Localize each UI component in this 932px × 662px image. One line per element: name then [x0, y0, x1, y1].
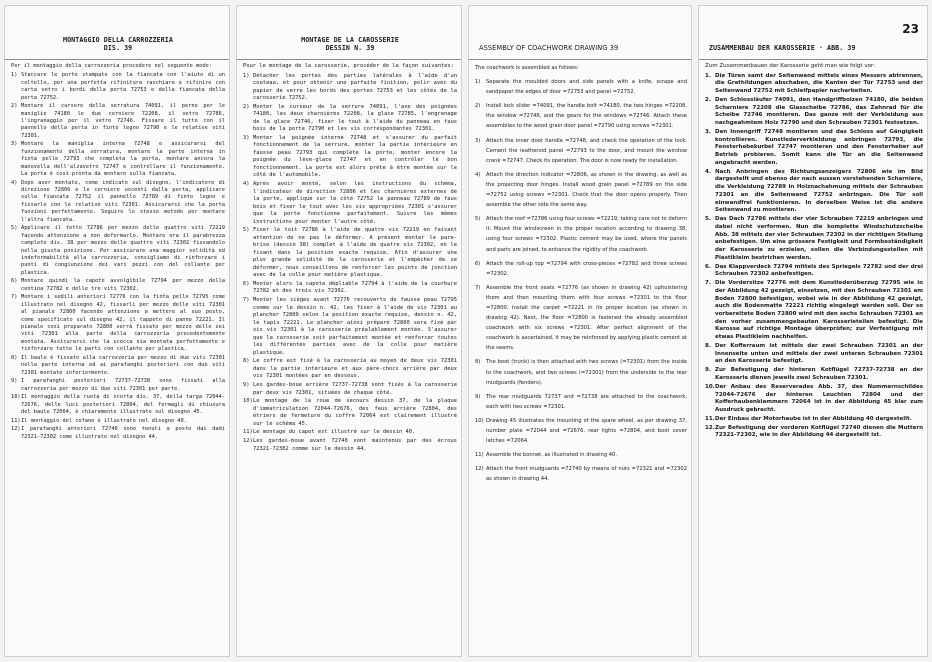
step-number: 10)	[243, 398, 253, 405]
italian-title	[11, 36, 225, 52]
step-text: The boot (trunk) is then attached with two screws (=72301) from the inside to the coachwork, and two screws (=72301) from the underside to the rear mudguards (fenders).	[486, 359, 687, 386]
step-text: I parafanghi anteriori 72740 sono tenuti a posto dai dadi 72321-72302 come illustrato nel disegno 44.	[21, 426, 225, 440]
step-text: Monter alors la capote dépliable 72794 à l'aide de la courbure 72782 et des trois vis 72302.	[253, 280, 457, 295]
step-number: 6)	[11, 278, 18, 285]
step-item	[705, 264, 923, 279]
step-number: 4)	[243, 181, 250, 188]
step-item	[705, 425, 923, 440]
step-number: 12)	[475, 466, 484, 473]
page-number: 23	[902, 22, 919, 36]
step-item	[243, 104, 457, 134]
step-number: 2)	[475, 103, 481, 110]
step-item	[11, 426, 225, 441]
step-number: 5.	[705, 216, 711, 223]
step-item	[475, 136, 687, 166]
step-item	[243, 297, 457, 357]
step-number: 10)	[475, 417, 484, 424]
step-item	[475, 214, 687, 254]
step-number: 7)	[243, 297, 250, 304]
german-title: ZUSAMMENBAU DER KAROSSERIE · ABB. 39	[709, 44, 856, 52]
english-column	[468, 5, 692, 657]
french-title-line2: DESSIN N. 39	[325, 44, 375, 52]
step-item	[705, 216, 923, 262]
step-item	[705, 384, 923, 415]
step-number: 3)	[243, 134, 250, 141]
step-text: Der Anbau des Reserverades Abb. 37, des Nummernschildes 72044-72676 der hinteren Leuchten 72804 und der Kofferhaubenklammern 72064 ist in der Abbildung 45 klar zum Ausdruck gebracht.	[715, 383, 923, 413]
step-text: Monter le curseur de la serrure 74091, l'axe des poignées 74180, les deux charnières 72208, la glace 72785, l'engrenage de la glace 72746, fixer le tout à l'aide du panneau en faux bois de la porte 72790 et les vis correspondantes 72301.	[253, 103, 457, 133]
step-item	[705, 280, 923, 342]
step-number: 5)	[475, 216, 481, 223]
step-text: Attach the direction indicator =72806, as shown in the drawing, as well as the projecting door hinges. Install wood grain panel =72789 on the side =72752 using screws =72301. Check that the door opens properly. Then assemble the other side the same way.	[486, 171, 687, 209]
step-number: 4)	[475, 171, 481, 178]
step-text: Die Türen samt der Seitenwand mittels eines Messers abtrennen, die Grathildungen abschaben, die Kanten der Tür 72753 und der Seitenwand 72752 mit Schleifpapier nacharbeiten.	[715, 72, 923, 95]
step-number: 9)	[475, 393, 481, 400]
step-number: 3.	[705, 129, 711, 135]
french-steps	[243, 73, 457, 454]
french-column	[236, 5, 462, 657]
step-text: Montare quindi la capote avvolgibile 72794 per mezzo della centina 72782 e delle tre viti 72302.	[21, 278, 225, 292]
step-text: Den Schlossläufer 74091, den Handgriffbolzen 74180, die beiden Scharniere 72208 die Glasscheibe 72786, das Zahnrad für die Scheibe 72746 montieren. Das ganze mit der Verkleidung aus nachgeahmtem Holz 72790 und den Schrauben 72301 festsetzen.	[715, 97, 923, 127]
step-number: 7.	[705, 280, 711, 287]
step-number: 8)	[475, 359, 481, 366]
step-number: 4)	[11, 179, 18, 186]
step-text: Staccare le porte stampate con la fiancata con l'aiuto di un coltello, per una perfetta rifinitura raschiare e rifinire con carta vetro i bordi della porta 72753 e della fiancata della porta 72752.	[21, 72, 225, 101]
step-number: 7)	[475, 284, 481, 291]
step-text: Attach the roll-up top =72794 with cross-pieces =72782 and three screws =72302.	[486, 260, 687, 277]
step-item	[705, 169, 923, 215]
step-item	[11, 394, 225, 416]
step-number: 6.	[705, 263, 711, 270]
german-header	[699, 6, 927, 60]
step-item	[243, 281, 457, 296]
step-text: Attach the front mudguards =72740 by means of nuts =72321 and =72302 as shown in drawing 44.	[486, 466, 687, 483]
german-intro: Zum Zusammenbauen der Karosserie geht man wie folgt vor:	[705, 63, 875, 69]
step-number: 12)	[243, 438, 253, 445]
step-text: Install lock slider =74091, the handle bolt =74180, the two hinges =72208, the window =72746, and the gears for the windows =72746. Attach these assemblies to the wood grain door panel =72790 using screws =72301.	[486, 103, 687, 130]
english-header	[469, 6, 691, 60]
step-number: 2)	[11, 103, 18, 110]
step-text: Les gardes-boue arrière 72737-72738 sont fixés à la carosserie par deux vis 72301, situées de chaque côté.	[253, 382, 457, 396]
step-number: 5)	[11, 225, 18, 232]
step-item	[475, 416, 687, 446]
step-item	[243, 429, 457, 437]
step-number: 11.	[705, 415, 715, 422]
step-number: 7)	[11, 294, 18, 301]
step-item	[243, 398, 457, 428]
step-text: Nach Anbringen des Richtungsanzeigers 72806 wie im Bild dargestellt und ebenso der nach aussen vorstehenden Scharniere, die Verkleidung 72789 in Holznachahmung mittels der Schrauben 72301 an die Seitenwand 72752 anbringen. Die Tür soll einwandfrei funktionieren. In derselben Weise ist die andere Seitenwand zu montieren.	[715, 168, 923, 214]
step-item	[11, 378, 225, 393]
step-text: Il montaggio del cofano è illustrato nel disegno 40.	[21, 417, 187, 424]
step-text: Applicare il tetto 72786 per mezzo delle quattro viti 72219 facendo attenzione a non deformarlo. Montare ora il parabrezza completo dis. 38 per mezzo delle quattro viti 72302 fissandolo nella giusta posizione. Per assicurare una maggior solidità ed indeformabilità alla carrozzeria, consigliamo di rinforzare i punti di congiunzione dei vari pezzi con del collante per plastica.	[21, 225, 225, 276]
step-number: 11)	[243, 429, 253, 436]
step-number: 8.	[705, 342, 711, 349]
step-text: Attach the roof =72786 using four screws =72219, taking care not to deform it. Mount the windscreen in the proper location according to drawing 38, using four screws =72302. Plastic cement may be used, where the panels and parts are joined, to enhance the rigidity of the coachwork.	[486, 216, 687, 253]
step-text: Détacher les portes des parties latérales à l'aide d'un couteau, et pour obtenir une parfaite finition, polir avec du papier de verre les bords des portes 72753 et les côtés de la carosserie 72752.	[253, 72, 457, 101]
step-text: Assemble the front seats =72776 (as shown in drawing 42) upholstering them and then mounting them with four screws =72301 to the floor =72800. Install the carpet =72221 in its proper location (as shown in drawing 42). Next, the floor =72800 is fastened the already assembled coachwork with six screws =72301. After perfect alignment of the coachwork is ascertained, it may be reinforced by applying plastic cement at the seams.	[486, 284, 687, 352]
step-text: Il baule è fissato alla carrozzeria per mezzo di due viti 72301 nella parte interna ed ai parafanghi posteriori con due viti 72301 montate inferiormente.	[21, 354, 225, 376]
step-number: 1)	[11, 72, 18, 79]
step-text: Le coffre est fixé à la carosserie au moyen de deux vis 72301 dans la partie intérieure et aux pare-chocs arrière par deux vis 72301 montées par en dessous.	[253, 358, 457, 380]
step-item	[705, 129, 923, 168]
step-text: Den Innengriff 72748 montieren und das Schloss auf Gängigkeit kontrollieren. Kunstlederverkleidung anbringen 72793, die Fensterhebekurbel 72747 montieren und den Fensterheber auf Betrieb probieren. Somit kann die Tür an die Seitenwand angebracht werden.	[715, 129, 923, 166]
step-text: Montare il cursore della serratura 74091, il perno per le maniglie 74180 le due cerniere 72208, il vetro 72786, l'ingranaggio per il vetro 72746. Fissare il tutto con il pannello della porta in finto legno 72790 e le relative viti 72301.	[21, 103, 225, 139]
step-text: Das Dach 72786 mittels der vier Schrauben 72219 anbringen und dabei nicht verformen. Nun die komplette Windschutzscheibe Abb. 38 mittels der vier Schrauben 72302 in der richtigen Stellung anbefestigen. Um eine grössere Festigkeit und Formbeständigkeit der Karosserie zu erzielen, sollen die Verbindungsstellen mit Plastikleim bestrichen werden.	[715, 216, 923, 261]
step-item	[243, 382, 457, 397]
step-number: 4.	[705, 168, 711, 175]
step-item	[705, 343, 923, 366]
step-text: Le montage de la roue de secours dessin 37, de la plaque d'immatriculation 72044-72676, des feux arrière 72804, des étriers de fermeture du coffre 72064 est clairement illustré sur le schéma 45.	[253, 398, 457, 427]
step-text: Il montaggio della ruota di scorta dis. 37, della targa 72044-72676, delle luci posteriori 72804, del fermagli di chiusura del baule 72064, è chiaramente illustrato sul disegno 45.	[21, 394, 225, 415]
step-number: 3)	[11, 141, 18, 148]
step-number: 12.	[705, 424, 715, 431]
step-number: 1)	[475, 79, 481, 86]
step-number: 10.	[705, 383, 715, 390]
step-number: 8)	[11, 354, 18, 361]
step-text: Der Kofferraum ist mittels der zwei Schrauben 72301 an der Innenseite unten und mittels der zwei unteren Schrauben 72301 an den Karosserie befestigt.	[715, 342, 923, 365]
step-number: 5)	[243, 227, 250, 234]
english-title: ASSEMBLY OF COACHWORK DRAWING 39	[479, 44, 619, 52]
step-text: I parafanghi posteriori 72737-72738 sono fissati alla carrozzeria per mezzo di due viti 72301 per parte.	[21, 378, 225, 392]
step-number: 6)	[243, 280, 250, 287]
step-item	[243, 227, 457, 280]
step-item	[11, 72, 225, 102]
step-item	[475, 283, 687, 354]
french-intro: Pour le montage de la carosserie, procéder de la façon suivantes:	[243, 63, 454, 69]
french-title	[243, 36, 457, 52]
step-number: 12)	[11, 426, 21, 433]
step-item	[243, 358, 457, 381]
step-item	[11, 103, 225, 140]
french-title-line1: MONTAGE DE LA CAROSSERIE	[301, 36, 399, 44]
step-number: 9)	[11, 378, 18, 385]
step-item	[475, 77, 687, 97]
step-item	[705, 367, 923, 382]
step-number: 11)	[11, 417, 21, 424]
step-text: Monter les sièges avant 72776 recouverts de fausse peau 72795 comme sur le dessin n. 42, les fixer à l'aide de vis 72301 au plancher 72800 selon la position exacte requise, dessin n. 42, le tapis 72221. Le plancher ainsi préparé 72800 sera fixé par six vis 72301 à la carosserie préalablement montée. S'assurer que la carosserie soit parfaitement montée et renforcer toutes les différentes parties avec de la colle pour matière plastique.	[253, 297, 457, 356]
step-text: Montare i sedili anteriori 72776 con la finta pelle 72795 come illustrato nel disegno 42, fissarli per mezzo delle viti 72301 al pianale 72800 facendo attenzione a mettere al suo posto, come specificato sul disegno 42, il tappeto di panno 72221. Il pianale così preparato 72800 verrà fissato per mezzo delle sei viti 72301 alla parte della carrozzeria precedentemente montata. Assicurarsi che la scocca sia montata perfettamente e rinforzare tutte le parti con collante per plastica.	[21, 294, 225, 353]
step-text: Après avoir monté, selon les instructions du schéma, l'indicateur de direction 72806 et les charnières externes de la porte, appliqué sur le côté 72752 le panneau 72789 de faux bois et fixer le tout avec les vis appropriées 72301 s'assurer que la porte fonctionne parfaitement. Suivre les mêmes instructions pour monter l'autre côté.	[253, 181, 457, 225]
step-text: Separate the moulded doors and side panels with a knife, scrape and sandpaper the edges of door =72753 and panel =72752.	[486, 79, 687, 96]
step-item	[705, 73, 923, 96]
step-number: 1)	[243, 72, 250, 79]
step-number: 1.	[705, 72, 711, 79]
italian-column	[4, 5, 230, 657]
step-text: Assemble the bonnet, as illustrated in drawing 40.	[486, 452, 618, 459]
step-text: Der Einbau der Motorhaube ist in der Abbildung 40 dargestellt.	[715, 415, 912, 422]
german-steps	[705, 73, 923, 440]
step-number: 2.	[705, 97, 711, 103]
italian-intro: Per il montaggio della carrozzeria procedere nel seguente modo:	[11, 63, 212, 69]
step-text: Le montage du capot est illustré sur le dessin 40.	[253, 429, 416, 436]
step-number: 3)	[475, 137, 481, 144]
step-item	[475, 170, 687, 210]
step-number: 6)	[475, 260, 481, 267]
step-text: Drawing 45 illustrates the mounting of the spare wheel, as per drawing 37, number plate =72044 and =72676, rear lights =72804, and boot cover latches =72064.	[486, 417, 687, 445]
step-item	[243, 438, 457, 453]
english-intro: The coachwork is assembled as follows:	[475, 65, 579, 71]
step-text: Dopo aver montato, come indicato sul disegno, l'indicatore di direzione 72806 e le cerniere uscenti dalla porta, applicare sulla fiancata 72752 il pannello 72789 di finto legno e fissarlo con le relative viti 72301. Assicurarsi che la porta funzioni perfettamente. Seguire lo stesso metodo per montare l'altra fiancata.	[21, 179, 225, 223]
step-item	[11, 278, 225, 293]
step-text: Fixer le toit 72786 à l'aide de quatre vis 72219 en faisant attention de ne pas le déformer. A présent monter le pare-brise (dessin 38) complet à l'aide de quatre vis 72302, en le fixant dans la position exacte requise. Afin d'assurer une plus grande solidité de la carosserie et l'empêcher de se déformer, nous conseillons de renforcer les points de jonction avec de la colle pour matière plastique.	[253, 227, 457, 279]
step-item	[243, 73, 457, 103]
step-text: The rear mudguards 72737 and =72738 are attached to the coachwork, each with two screws =72301.	[486, 393, 687, 410]
step-text: Das Klappverdeck 72794 mittels des Spriegels 72782 und der drei Schrauben 72302 anbefestigen.	[715, 263, 923, 278]
step-item	[11, 294, 225, 353]
german-column	[698, 5, 928, 657]
step-number: 10)	[11, 394, 21, 401]
step-number: 8)	[243, 358, 250, 365]
step-text: Monter la poignée interne 72748 et s'assurer du parfait fonctionnement de la serrure, monter la partie intérieure en fausse peau 72793 qui complète la porte, monter encore la poignée du lève-glace 72747 et en contrôler le bon fonctionnement. La porte est alors prête à être montée sur le côté de l'automobile.	[253, 134, 457, 179]
step-item	[705, 97, 923, 128]
step-item	[11, 225, 225, 277]
step-item	[475, 101, 687, 131]
step-number: 9.	[705, 367, 711, 374]
italian-header	[5, 6, 229, 60]
italian-title-line2: DIS. 39	[103, 44, 133, 52]
step-item	[475, 392, 687, 412]
step-text: Zur Befestigung der vorderen Kotflügel 72740 dienen die Muttern 72321-72302, wie in der Abbildung 44 dargestellt ist.	[715, 424, 923, 439]
step-item	[243, 135, 457, 180]
step-item	[11, 355, 225, 377]
step-text: Attach the inner door handle =72748, and check the operation of the lock. Cement the leatheroid panel =72793 to the door, and mount the window crank =72747. Check its operation. The door is now ready for installation.	[486, 137, 687, 164]
step-item	[11, 180, 225, 224]
step-number: 2)	[243, 103, 250, 110]
step-item	[475, 259, 687, 279]
step-item	[475, 357, 687, 387]
step-text: Montare la maniglia interna 72748 e assicurarsi del funzionamento della serratura, montare la parte interna in finta pelle 72793 che completa la porta, montare ancora la manovella dell'alzavetro 72747 e controllare il funzionamento. La porta è così pronta da montare sulla fiancata.	[21, 141, 225, 178]
step-text: Les gardes-boue avant 72740 sont maintenus par des écrous 72321-72302 comme sur le dessin 44.	[253, 438, 457, 452]
step-item	[705, 416, 923, 424]
french-header	[237, 6, 461, 60]
italian-title-line1: MONTAGGIO DELLA CARROZZERIA	[63, 36, 173, 44]
step-text: Zur Befestigung der hinteren Kotflügel 72737-72738 an der Karosserie dienen jeweils zwei Schrauben 72301.	[715, 367, 923, 381]
step-item	[11, 418, 225, 425]
step-item	[475, 450, 687, 460]
step-item	[11, 141, 225, 178]
step-item	[475, 464, 687, 484]
step-item	[243, 181, 457, 226]
italian-steps	[11, 72, 225, 441]
step-text: Die Vordersitze 72776 mit dem Kunstlederüberzug 72795 wie in der Abbildung 42 gezeigt, einsetzen, mit den Schrauben 72301 am Boden 72800 befestigen, wobei wie in der Abbildung 42 gezeigt, auch die Bodenmatte 72221 richtig eingelegt werden soll. Der so vorbereitete Boden 72800 wird mit den sechs Schrauben 72301 an den vorher zusammengebauten Karosserieteilen befestigt. Die Karosse auf richtige Montage überprüfen; zur Verfestigung mit etwas Plastikleim nachhelfen.	[715, 280, 923, 341]
english-steps	[475, 77, 687, 484]
step-number: 9)	[243, 382, 250, 388]
step-number: 11)	[475, 452, 484, 459]
